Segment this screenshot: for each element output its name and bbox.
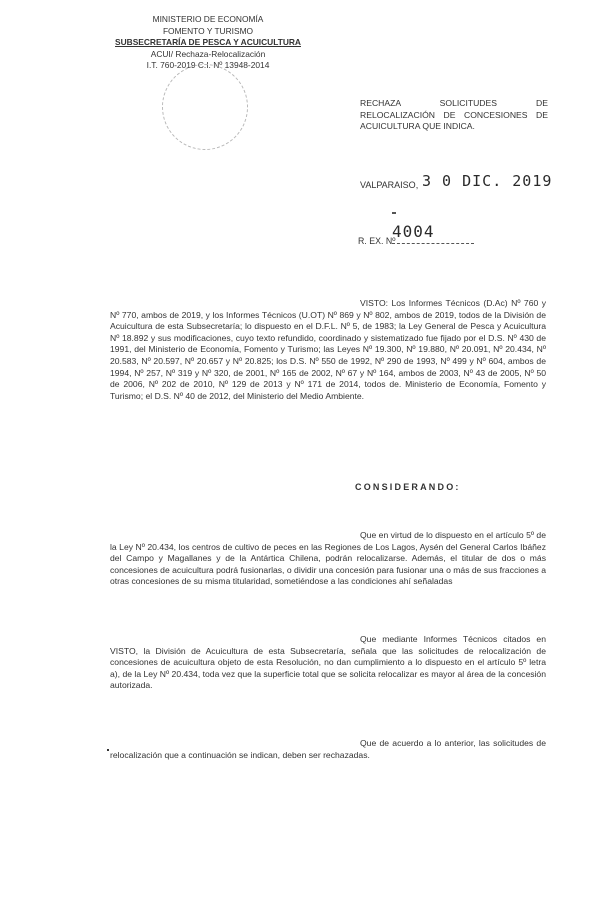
official-stamp <box>162 64 248 150</box>
considerando-text-2: Que mediante Informes Técnicos citados en VISTO, la División de Acuicultura de esta Subsecretaría, señala que las solicitudes de relocalización de concesiones de acuicultura objeto de esta Resolución, no dan cumplimiento a lo dispuesto en el artículo 5º letra a), de la Ley Nº 20.434, toda vez que la superficie total que se solicita relocalizar es mayor al área de la concesión autorizada. <box>110 634 546 691</box>
considerando-paragraph-3 <box>110 738 546 761</box>
considerando-text-1: Que en virtud de lo dispuesto en el artículo 5º de la Ley Nº 20.434, los centros de cultivo de peces en las Regiones de Los Lagos, Aysén del General Carlos Ibáñez del Campo y Magallanes y de la Antártica Chilena, podrán relocalizarse. Además, el titular de dos o más concesiones de acuicultura podrá fusionarlas, o dividir una concesión para fusionar una o más de sus fracciones a otras concesiones de su misma titularidad, sometiéndose a las condiciones ahí señaladas <box>110 530 546 587</box>
place-label: VALPARAISO, <box>360 180 419 190</box>
date-stamp: 3 0 DIC. 2019 <box>422 172 553 190</box>
reference-line-2: I.T. 760-2019 C.I. Nº 13948-2014 <box>146 60 270 70</box>
mark <box>107 749 109 751</box>
ministry-name: MINISTERIO DE ECONOMÍA <box>152 14 264 24</box>
reference-line-1: ACUI/ Rechaza-Relocalización <box>150 48 266 59</box>
considerando-heading: CONSIDERANDO: <box>355 482 461 492</box>
considerando-text-3: Que de acuerdo a lo anterior, las solicitudes de relocalización que a continuación se indican, deben ser rechazadas. <box>110 738 546 760</box>
resolution-number: 4004 <box>392 222 435 241</box>
document-title: RECHAZA SOLICITUDES DE RELOCALIZACIÓN DE CONCESIONES DE ACUICULTURA QUE INDICA. <box>360 98 548 131</box>
considerando-paragraph-1 <box>110 530 546 588</box>
considerando-paragraph-2 <box>110 634 546 692</box>
resolution-underline <box>392 243 474 244</box>
subsecretaria-name: SUBSECRETARÍA DE PESCA Y ACUICULTURA <box>115 37 301 47</box>
resolution-label: R. EX. Nº <box>358 236 396 246</box>
letterhead <box>108 14 308 72</box>
ministry-name-2: FOMENTO Y TURISMO <box>162 25 254 36</box>
mark <box>392 212 396 214</box>
visto-text: VISTO: Los Informes Técnicos (D.Ac) Nº 760 y Nº 770, ambos de 2019, y los Informes Técnicos (U.OT) Nº 869 y Nº 802, ambos de 2019, todos de la División de Acuicultura de esta Subsecretaría; lo dispuesto en el D.F.L. Nº 5, de 1983; la Ley General de Pesca y Acuicultura Nº 18.892 y sus modificaciones, cuyo texto refundido, coordinado y sistematizado fue fijado por el D.S. Nº 430 de 1991, del Ministerio de Economía, Fomento y Turismo; las Leyes Nº 19.300, Nº 19.880, Nº 20.091, Nº 20.434, Nº 20.583, Nº 20.597, Nº 20.657 y Nº 20.825; los D.S. Nº 550 de 1992, Nº 290 de 1993, Nº 499 y Nº 604, ambos de 1994, Nº 257, Nº 319 y Nº 320, de 2001, Nº 165 de 2002, Nº 67 y Nº 164, ambos de 2003, Nº 43 de 2005, Nº 50 de 2006, Nº 202 de 2010, Nº 129 de 2013 y Nº 171 de 2014, todos de. Ministerio de Economía, Fomento y Turismo; el D.S. Nº 40 de 2012, del Ministerio del Medio Ambiente. <box>110 298 546 401</box>
visto-paragraph <box>110 298 546 402</box>
